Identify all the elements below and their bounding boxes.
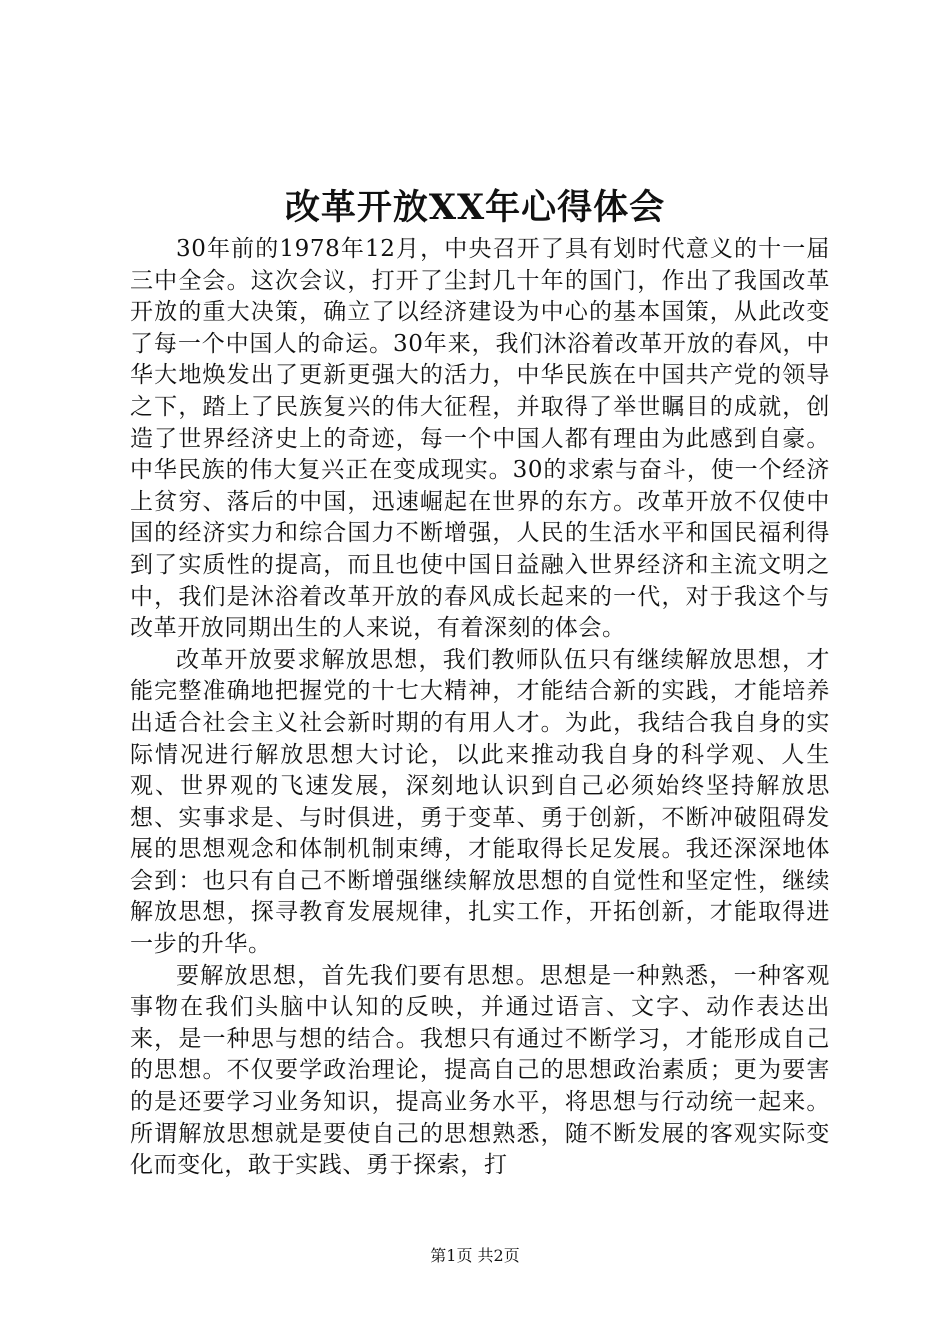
- paragraph-3: 要解放思想，首先我们要有思想。思想是一种熟悉，一种客观事物在我们头脑中认知的反映，并通过语言、文字、动作表达出来，是一种思与想的结合。我想只有通过不断学习，才能形成自己的思想。不仅要学政治理论，提高自己的思想政治素质；更为要害的是还要学习业务知识，提高业务水平，将思想与行动统一起来。所谓解放思想就是要使自己的思想熟悉，随不断发展的客观实际变化而变化，敢于实践、勇于探索，打: [130, 962, 830, 1179]
- document-title: 改革开放XX年心得体会: [284, 187, 666, 228]
- page-number-footer: 第1页 共2页: [430, 1246, 520, 1265]
- document-body: [130, 234, 830, 1182]
- paragraph-1: 30年前的1978年12月，中央召开了具有划时代意义的十一届三中全会。这次会议，打开了尘封几十年的国门，作出了我国改革开放的重大决策，确立了以经济建设为中心的基本国策，从此改变了每一个中国人的命运。30年来，我们沐浴着改革开放的春风，中华大地焕发出了更新更强大的活力，中华民族在中国共产党的领导之下，踏上了民族复兴的伟大征程，并取得了举世瞩目的成就，创造了世界经济史上的奇迹，每一个中国人都有理由为此感到自豪。中华民族的伟大复兴正在变成现实。30的求索与奋斗，使一个经济上贫穷、落后的中国，迅速崛起在世界的东方。改革开放不仅使中国的经济实力和综合国力不断增强，人民的生活水平和国民福利得到了实质性的提高，而且也使中国日益融入世界经济和主流文明之中，我们是沐浴着改革开放的春风成长起来的一代，对于我这个与改革开放同期出生的人来说，有着深刻的体会。: [130, 236, 830, 642]
- paragraph-2: 改革开放要求解放思想，我们教师队伍只有继续解放思想，才能完整准确地把握党的十七大精神，才能结合新的实践，才能培养出适合社会主义社会新时期的有用人才。为此，我结合我自身的实际情况进行解放思想大讨论，以此来推动我自身的科学观、人生观、世界观的飞速发展，深刻地认识到自己必须始终坚持解放思想、实事求是、与时俱进，勇于变革、勇于创新，不断冲破阻碍发展的思想观念和体制机制束缚，才能取得长足发展。我还深深地体会到：也只有自己不断增强继续解放思想的自觉性和坚定性，继续解放思想，探寻教育发展规律，扎实工作，开拓创新，才能取得进一步的升华。: [130, 646, 830, 958]
